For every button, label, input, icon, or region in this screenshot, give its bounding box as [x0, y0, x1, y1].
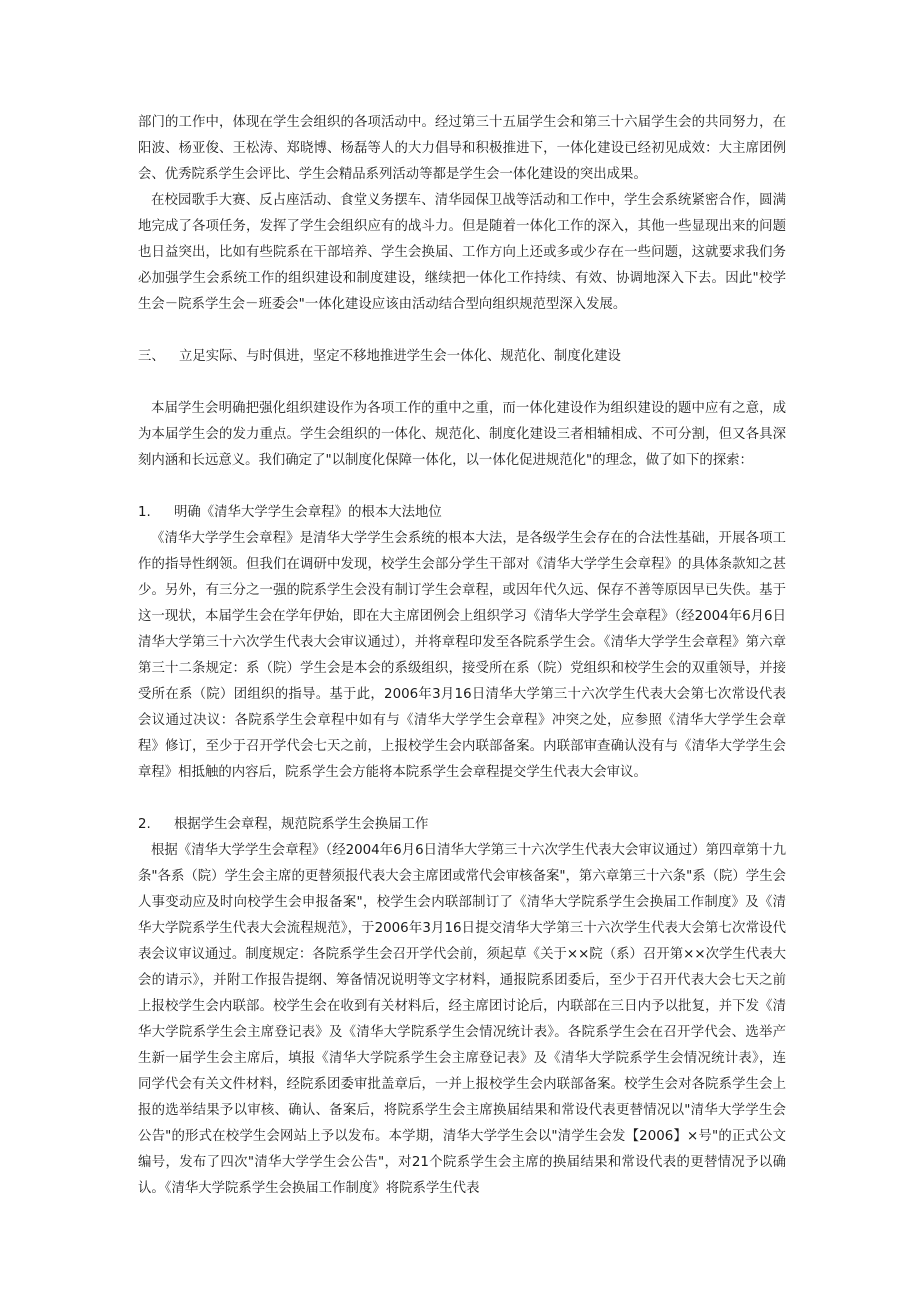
section-heading-3	[138, 344, 786, 370]
paragraph-item-1: 《清华大学学生会章程》是清华大学学生会系统的根本大法，是各级学生会存在的合法性基础，开展各项工作的指导性纲领。但我们在调研中发现，校学生会部分学生干部对《清华大学学生会章程》的具体条款知之甚少。另外，有三分之一强的院系学生会没有制订学生会章程，或因年代久远、保存不善等原因早已失佚。基于这一现状，本届学生会在学年伊始，即在大主席团例会上组织学习《清华大学学生会章程》（经2004年6月6日清华大学第三十六次学生代表大会审议通过），并将章程印发至各院系学生会。《清华大学学生会章程》第六章第三十二条规定：系（院）学生会是本会的系级组织，接受所在系（院）党组织和校学生会的双重领导，并接受所在系（院）团组织的指导。基于此，2006年3月16日清华大学第三十六次学生代表大会第七次常设代表会议通过决议：各院系学生会章程中如有与《清华大学学生会章程》冲突之处，应参照《清华大学学生会章程》修订，至少于召开学代会七天之前，上报校学生会内联部备案。内联部审查确认没有与《清华大学学生会章程》相抵触的内容后，院系学生会方能将本院系学生会章程提交学生代表大会审议。	[138, 531, 786, 780]
subheading-title: 明确《清华大学学生会章程》的根本大法地位	[174, 505, 442, 520]
document-body	[138, 110, 786, 1202]
subheading-title: 根据学生会章程，规范院系学生会换届工作	[174, 817, 429, 832]
subheading-1	[138, 500, 786, 526]
paragraph-intro: 部门的工作中，体现在学生会组织的各项活动中。经过第三十五届学生会和第三十六届学生会的共同努力，在阳波、杨亚俊、王松涛、郑晓博、杨磊等人的大力倡导和积极推进下，一体化建设已经初见成效：大主席团例会、优秀院系学生会评比、学生会精品系列活动等都是学生会一体化建设的突出成果。	[138, 115, 786, 182]
subheading-number: 1.	[138, 505, 151, 520]
blank-line	[138, 370, 786, 396]
blank-line	[138, 474, 786, 500]
paragraph-campus-activities: 在校园歌手大赛、反占座活动、食堂义务摆车、清华园保卫战等活动和工作中，学生会系统紧密合作，圆满地完成了各项任务，发挥了学生会组织应有的战斗力。但是随着一体化工作的深入，其他一些显现出来的问题也日益突出，比如有些院系在干部培养、学生会换届、工作方向上还或多或少存在一些问题，这就要求我们务必加强学生会系统工作的组织建设和制度建设，继续把一体化工作持续、有效、协调地深入下去。因此"校学生会－院系学生会－班委会"一体化建设应该由活动结合型向组织规范型深入发展。	[138, 193, 786, 312]
blank-line	[138, 786, 786, 812]
section-number: 三、	[138, 349, 165, 364]
blank-line	[138, 318, 786, 344]
subheading-number: 2.	[138, 817, 151, 832]
subheading-2	[138, 812, 786, 838]
paragraph-section-3: 本届学生会明确把强化组织建设作为各项工作的重中之重，而一体化建设作为组织建设的题中应有之意，成为本届学生会的发力重点。学生会组织的一体化、规范化、制度化建设三者相辅相成、不可分割，但又各具深刻内涵和长远意义。我们确定了"以制度化保障一体化，以一体化促进规范化"的理念，做了如下的探索：	[138, 401, 786, 468]
paragraph-item-2: 根据《清华大学学生会章程》（经2004年6月6日清华大学第三十六次学生代表大会审议通过）第四章第十九条"各系（院）学生会主席的更替须报代表大会主席团或常代会审核备案"，第六章第三十六条"系（院）学生会人事变动应及时向校学生会申报备案"，校学生会内联部制订了《清华大学院系学生会换届工作制度》及《清华大学院系学生代表大会流程规范》，于2006年3月16日提交清华大学第三十六次学生代表大会第七次常设代表会议审议通过。制度规定：各院系学生会召开学代会前，须起草《关于××院（系）召开第××次学生代表大会的请示》，并附工作报告提纲、筹备情况说明等文字材料，通报院系团委后，至少于召开代表大会七天之前上报校学生会内联部。校学生会在收到有关材料后，经主席团讨论后，内联部在三日内予以批复，并下发《清华大学院系学生会主席登记表》及《清华大学院系学生会情况统计表》。各院系学生会在召开学代会、选举产生新一届学生会主席后，填报《清华大学院系学生会主席登记表》及《清华大学院系学生会情况统计表》，连同学代会有关文件材料，经院系团委审批盖章后，一并上报校学生会内联部备案。校学生会对各院系学生会上报的选举结果予以审核、确认、备案后，将院系学生会主席换届结果和常设代表更替情况以"清华大学学生会公告"的形式在校学生会网站上予以发布。本学期，清华大学学生会以"清学生会发【2006】×号"的正式公文编号，发布了四次"清华大学学生会公告"，对21个院系学生会主席的换届结果和常设代表的更替情况予以确认。《清华大学院系学生会换届工作制度》将院系学生代表	[138, 843, 786, 1196]
section-title: 立足实际、与时俱进，坚定不移地推进学生会一体化、规范化、制度化建设	[179, 349, 621, 364]
